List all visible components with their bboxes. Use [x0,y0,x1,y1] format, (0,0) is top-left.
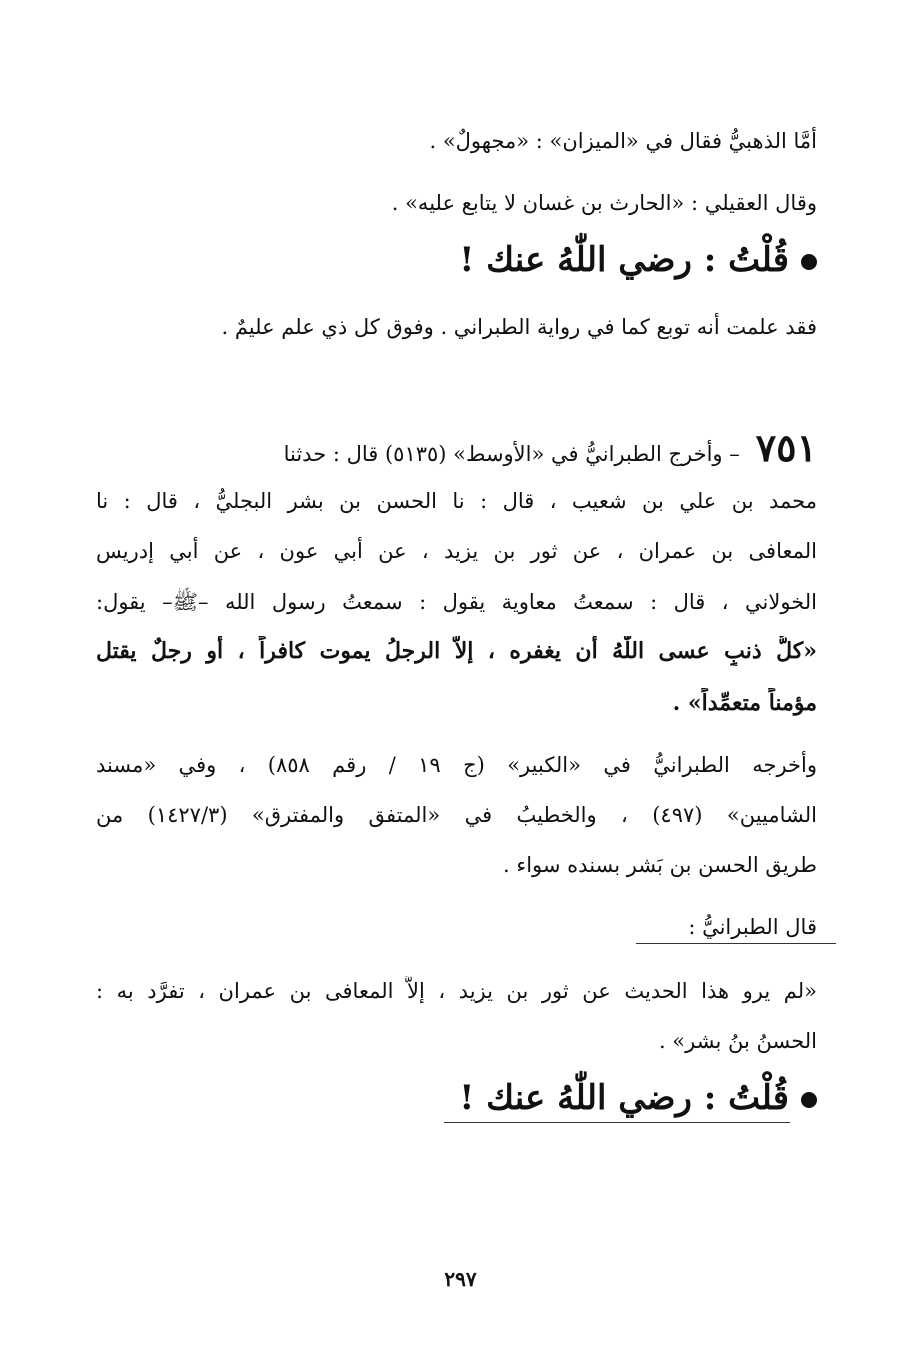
text-line: محمد بن علي بن شعيب ، قال : نا الحسن بن بشر البجليُّ ، قال : نا [96,489,817,513]
text-line: وأخرجه الطبرانيُّ في «الكبير» (ج ١٩ / رقم ٨٥٨) ، وفي «مسند [96,753,817,777]
bullet-icon [801,1092,817,1108]
text-line: طريق الحسن بن بَشر بسنده سواء . [503,853,817,877]
text-line: المعافى بن عمران ، عن ثور بن يزيد ، عن أبي عون ، عن أبي إدريس [96,539,817,563]
heading-underline [444,1122,790,1123]
text-line: وقال العقيلي : «الحارث بن غسان لا يتابع عليه» . [391,191,817,215]
bullet-icon [801,254,817,270]
hadith-first-line [96,428,817,468]
text-line: الحسنُ بنُ بشر» . [658,1029,817,1053]
section-heading [459,1076,817,1120]
page-number: ٢٩٧ [444,1267,477,1291]
text-line: الشاميين» (٤٩٧) ، والخطيبُ في «المتفق والمفترق» (١٤٢٧/٣) من [96,803,817,827]
text-line: «لم يرو هذا الحديث عن ثور بن يزيد ، إلاَّ المعافى بن عمران ، تفرَّد به : [96,979,817,1003]
hadith-line-text: – وأخرج الطبرانيُّ في «الأوسط» (٥١٣٥) قال : حدثنا [283,442,740,466]
text-line: أمَّا الذهبيُّ فقال في «الميزان» : «مجهولٌ» . [429,129,817,153]
heading-text: قُلْتُ : رضي اللّٰهُ عنك ! [459,240,789,280]
hadith-number: ٧٥١ [755,428,817,468]
hadith-text-line: مؤمناً متعمِّداً» . [672,690,817,716]
hadith-text-line: «كلُّ ذنبٍ عسى اللّٰهُ أن يغفره ، إلاَّ الرجلُ يموت كافراً ، أو رجلٌ يقتل [96,638,817,664]
section-heading [459,238,817,282]
text-line: الخولاني ، قال : سمعتُ معاوية يقول : سمعتُ رسول الله –ﷺ– يقول: [96,590,817,614]
heading-text: قُلْتُ : رضي اللّٰهُ عنك ! [459,1078,789,1118]
quote-label: قال الطبرانيُّ : [688,915,817,939]
label-underline [636,943,836,944]
text-line: فقد علمت أنه توبع كما في رواية الطبراني . وفوق كل ذي علم عليمٌ . [221,315,817,339]
